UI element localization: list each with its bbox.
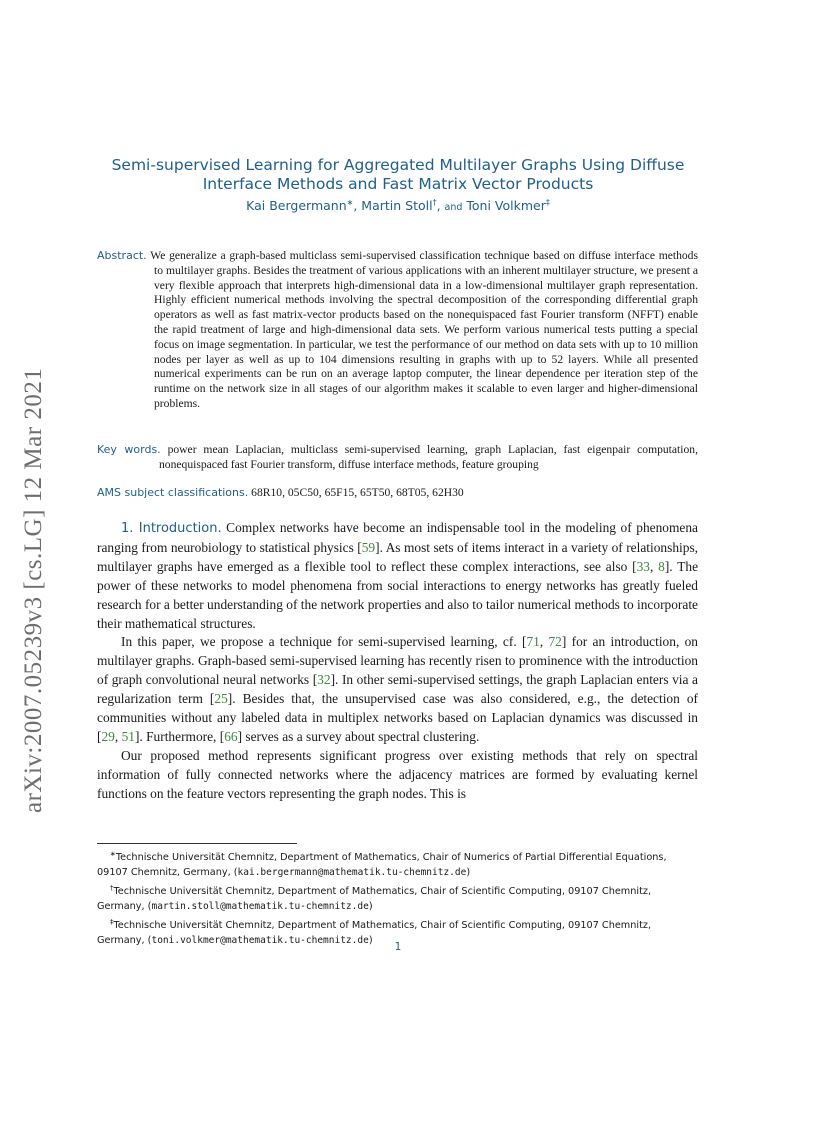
ams-classifications-section	[97, 486, 698, 501]
intro-paragraph-2	[97, 633, 698, 746]
body-text: ,	[650, 558, 659, 574]
separator: ,	[436, 198, 445, 214]
citation-link[interactable]: 25	[214, 691, 228, 707]
email-link[interactable]: martin.stoll@mathematik.tu-chemnitz.de	[151, 900, 369, 912]
body-text: ]. In other semi-supervised settings, the graph Laplacian enters via a regularization term [	[97, 672, 698, 707]
footnote-text: Technische Universität Chemnitz, Department of Mathematics, Chair of Scientific Computing, 09107 Chemnitz, Germany, (	[97, 886, 652, 912]
footnote-text: )	[368, 900, 373, 912]
intro-paragraph-3	[97, 747, 698, 804]
body-text: ] for an introduction, on multilayer graphs. Graph-based semi-supervised learning has recently risen to prominence with the introduction of graph convolutional neural networks [	[97, 634, 698, 688]
paper-title-line-1: Semi-supervised Learning for Aggregated Multilayer Graphs Using Diffuse	[111, 156, 685, 175]
keywords-section	[97, 443, 698, 473]
email-link[interactable]: kai.bergermann@mathematik.tu-chemnitz.de	[237, 867, 467, 879]
body-text: ,	[114, 728, 122, 744]
body-text: ]. As most sets of items interact in a variety of relationships, multilayer graphs have emerged as a flexible tool to reflect these complex interactions, see also [	[97, 539, 699, 574]
abstract-text: We generalize a graph-based multiclass semi-supervised classification technique based on diffuse interface methods to multilayer graphs. Besides the treatment of various applications with an inherent multilayer structure, we present a very flexible approach that interprets high-dimensional data in a low-dimensional multilayer graph representation. Highly efficient numerical methods involving the spectral decomposition of the corresponding differential graph operators as well as fast matrix-vector products based on the nonequispaced fast Fourier transform (NFFT) enable the rapid treatment of large and high-dimensional data sets. We perform various numerical tests putting a special focus on image segmentation. In particular, we test the performance of our method on data sets with up to 10 million nodes per layer as well as up to 104 dimensions resulting in graphs with up to 52 layers. While all presented numerical experiments can be run on an average laptop computer, the linear dependence per iteration step of the runtime on the network size in all stages of our algorithm makes it scalable to even larger and higher-dimensional problems.	[150, 249, 698, 410]
citation-link[interactable]: 29	[101, 728, 115, 744]
author-list	[98, 198, 698, 213]
footnotes-section	[97, 847, 698, 948]
section-heading	[121, 521, 222, 536]
citation-link[interactable]: 72	[548, 634, 562, 650]
author-name: Toni Volkmer	[466, 198, 546, 214]
citation-link[interactable]: 33	[636, 558, 650, 574]
arxiv-identifier-stamp: arXiv:2007.05239v3 [cs.LG] 12 Mar 2021	[20, 367, 47, 813]
email-link[interactable]: toni.volkmer@mathematik.tu-chemnitz.de	[151, 934, 369, 946]
footnote-mark: ‡	[110, 917, 114, 926]
body-text: In this paper, we propose a technique for semi-supervised learning, cf. [	[121, 634, 527, 650]
footnote-mark: ‡	[545, 198, 550, 207]
footnote-mark: †	[432, 198, 437, 207]
citation-link[interactable]: 59	[361, 539, 376, 555]
footnote-mark: ∗	[110, 850, 116, 858]
paper-title	[98, 156, 698, 194]
abstract-label: Abstract.	[97, 249, 147, 262]
body-text: ]. Furthermore, [	[134, 728, 225, 744]
body-text: ,	[539, 634, 549, 650]
footnote	[97, 847, 698, 881]
keywords-text: power mean Laplacian, multiclass semi-supervised learning, graph Laplacian, fast eigenpair computation, nonequispaced fast Fourier transform, diffuse interface methods, feature grouping	[159, 443, 698, 471]
footnote-mark: †	[110, 883, 114, 892]
footnote-text: )	[466, 867, 471, 879]
footnote-divider	[97, 843, 297, 844]
citation-link[interactable]: 8	[658, 558, 665, 574]
body-text: Our proposed method represents significant progress over existing methods that rely on spectral information of fully connected networks where the adjacency matrices are formed by evaluating kernel functions on the feature vectors representing the graph nodes. This is	[97, 747, 698, 801]
abstract-section	[97, 249, 698, 412]
body-text: Complex networks have become an indispensable tool in the modeling of phenomena ranging from neurobiology to statistical physics [	[97, 520, 698, 555]
ams-label: AMS subject classifications.	[97, 486, 249, 499]
ams-codes: 68R10, 05C50, 65F15, 65T50, 68T05, 62H30	[251, 486, 464, 499]
page-number: 1	[394, 941, 402, 953]
body-text: ] serves as a survey about spectral clustering.	[237, 728, 480, 744]
citation-link[interactable]: 66	[224, 728, 238, 744]
author-conjunction: and	[444, 202, 463, 214]
introduction-section	[97, 519, 698, 804]
citation-link[interactable]: 51	[121, 728, 135, 744]
intro-paragraph-1	[97, 519, 698, 633]
section-title: Introduction.	[138, 521, 222, 536]
citation-link[interactable]: 32	[317, 672, 331, 688]
section-number: 1.	[121, 521, 134, 536]
body-text: ]. The power of these networks to model phenomena from social interactions to energy networks has greatly fueled research for a better understanding of the network properties and also to tailor numerical methods to incorporate their mathematical structures.	[97, 558, 699, 631]
footnote-text: Technische Universität Chemnitz, Department of Mathematics, Chair of Numerics of Partial Differential Equations, 09107 Chemnitz, Germany, (	[97, 852, 667, 879]
citation-link[interactable]: 71	[526, 634, 540, 650]
keywords-label: Key words.	[97, 443, 161, 456]
footnote-text: )	[368, 934, 373, 946]
author-name: Kai Bergermann	[246, 198, 347, 214]
body-text: ]. Besides that, the unsupervised case was also considered, e.g., the detection of communities without any labeled data in multiplex networks based on Laplacian dynamics was discussed in [	[97, 691, 698, 744]
footnote-mark: ∗	[346, 198, 354, 207]
footnote	[97, 881, 698, 915]
footnote-text: Technische Universität Chemnitz, Department of Mathematics, Chair of Scientific Computing, 09107 Chemnitz, Germany, (	[97, 919, 652, 946]
author-name: Martin Stoll	[361, 198, 433, 214]
paper-title-line-2: Interface Methods and Fast Matrix Vector Products	[202, 175, 594, 194]
separator: ,	[353, 198, 362, 214]
